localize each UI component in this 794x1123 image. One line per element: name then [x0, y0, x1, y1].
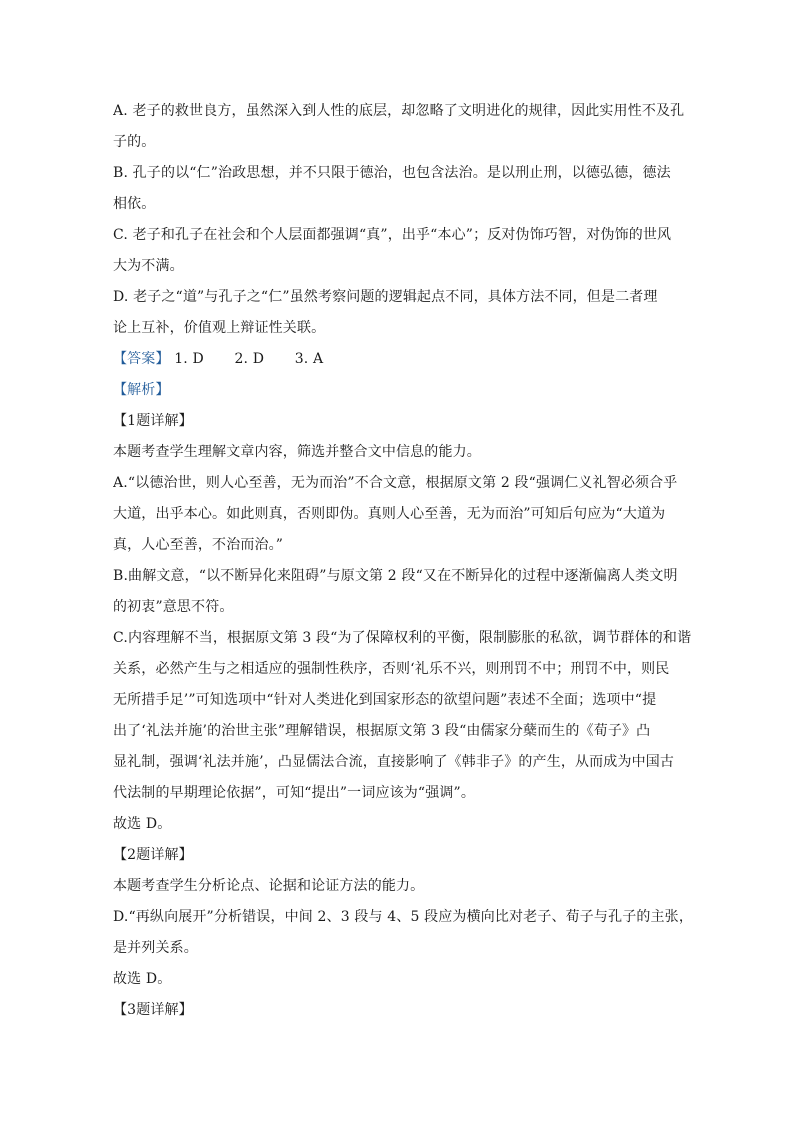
option-a-line-1: A. 老子的救世良方，虽然深入到人性的底层，却忽略了文明进化的规律，因此实用性不及孔 — [113, 103, 685, 119]
q1-heading: 【1题详解】 — [113, 413, 193, 429]
answer-label: 【答案】 — [113, 351, 170, 367]
answer-2: 2. D — [234, 351, 265, 367]
option-b-line-1: B. 孔子的以“仁”治政思想，并不只限于德治，也包含法治。是以刑止刑，以德弘德，德法 — [113, 165, 671, 181]
q1-line-6: C.内容理解不当，根据原文第 3 段“为了保障权利的平衡，限制膨胀的私欲，调节群体的和谐 — [113, 630, 692, 646]
q1-line-9: 出了‘礼法并施’的治世主张”理解错误，根据原文第 3 段“由儒家分蘖而生的《荀子》凸 — [113, 723, 651, 739]
analysis-label: 【解析】 — [113, 382, 170, 398]
option-c-line-2: 大为不满。 — [113, 258, 184, 274]
q1-line-10: 显礼制，强调‘礼法并施’，凸显儒法合流，直接影响了《韩非子》的产生，从而成为中国古 — [113, 754, 675, 770]
q2-line-3: 故选 D。 — [113, 971, 172, 987]
q1-line-2: 大道，出乎本心。如此则真，否则即伪。真则人心至善，无为而治”可知后句应为“大道为 — [113, 506, 666, 522]
option-c-line-1: C. 老子和孔子在社会和个人层面都强调“真”，出乎“本心”；反对伪饰巧智，对伪饰的世风 — [113, 227, 672, 243]
q1-line-7: 关系，必然产生与之相适应的强制性秩序，否则‘礼乐不兴，则刑罚不中；刑罚不中，则民 — [113, 661, 670, 677]
q2-line-1: D.“再纵向展开”分析错误，中间 2、3 段与 4、5 段应为横向比对老子、荀子与孔子的主张， — [113, 909, 693, 925]
q2-heading: 【2题详解】 — [113, 847, 193, 863]
q1-line-5: 的初衷”意思不符。 — [113, 599, 234, 615]
q2-line-0: 本题考查学生分析论点、论据和论证方法的能力。 — [113, 878, 425, 894]
q1-line-12: 故选 D。 — [113, 816, 172, 832]
q3-heading: 【3题详解】 — [113, 1002, 193, 1018]
q1-line-0: 本题考查学生理解文章内容，筛选并整合文中信息的能力。 — [113, 444, 481, 460]
document-page — [113, 96, 699, 1026]
q1-line-11: 代法制的早期理论依据”，可知“提出”一词应该为“强调”。 — [113, 785, 475, 801]
option-a-line-2: 子的。 — [113, 134, 156, 150]
q1-line-8: 无所措手足’”可知选项中“针对人类进化到国家形态的欲望问题”表述不全面；选项中“提 — [113, 692, 657, 708]
q1-line-1: A.“以德治世，则人心至善，无为而治”不合文意，根据原文第 2 段“强调仁义礼智必须合乎 — [113, 475, 678, 491]
option-d-line-1: D. 老子之“道”与孔子之“仁”虽然考察问题的逻辑起点不同，具体方法不同，但是二者理 — [113, 289, 658, 305]
q1-line-3: 真，人心至善，不治而治。” — [113, 537, 284, 553]
q1-line-4: B.曲解文意，“以不断异化来阻碍”与原文第 2 段“又在不断异化的过程中逐渐偏离人类文明 — [113, 568, 678, 584]
answer-line — [113, 344, 699, 375]
option-d-line-2: 论上互补，价值观上辩证性关联。 — [113, 320, 326, 336]
answer-1: 1. D — [174, 351, 204, 367]
answer-3: 3. A — [294, 351, 324, 367]
q2-line-2: 是并列关系。 — [113, 940, 198, 956]
option-b-line-2: 相依。 — [113, 196, 156, 212]
